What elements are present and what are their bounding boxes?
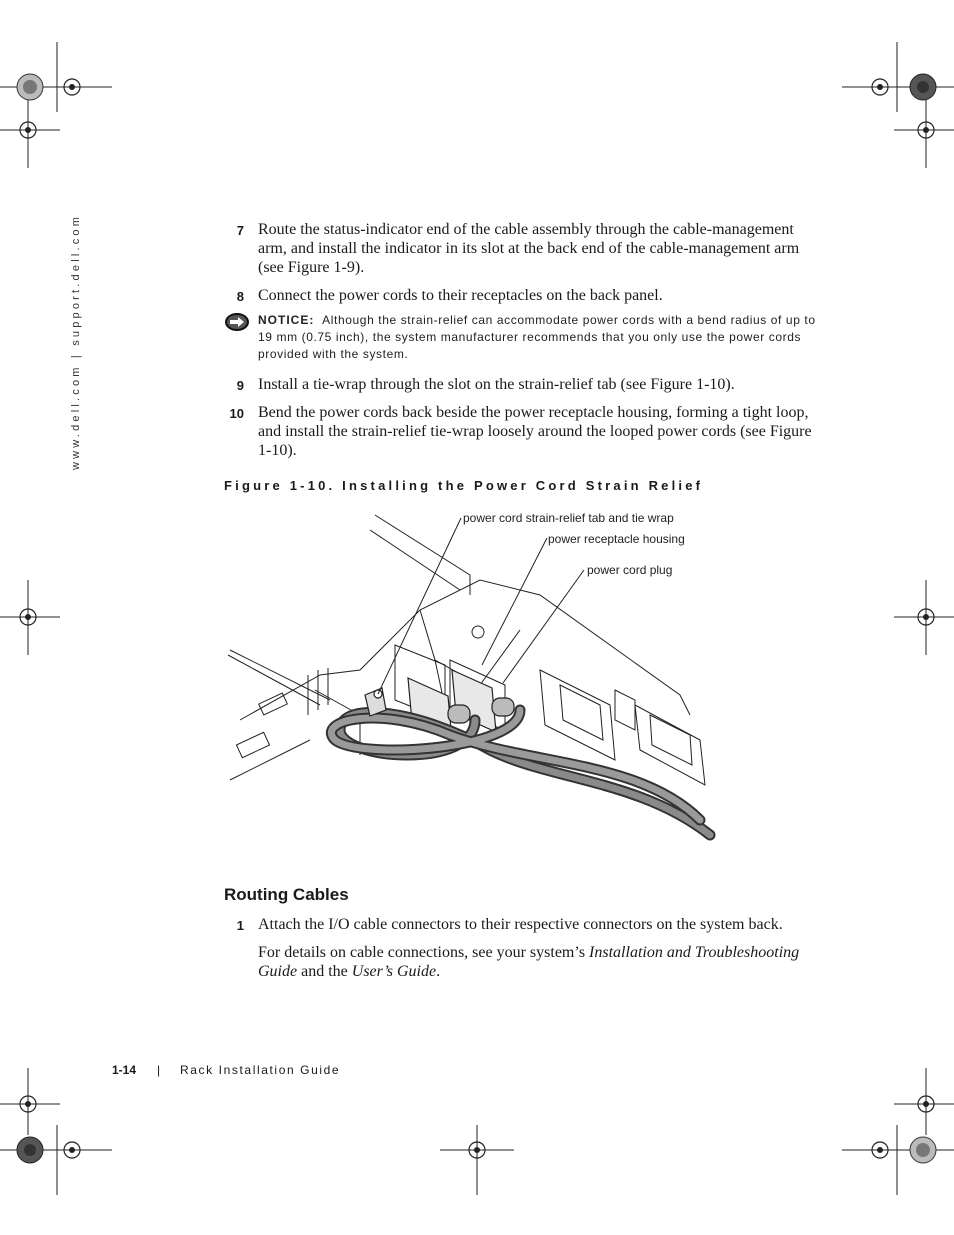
step-9 — [220, 375, 820, 394]
notice-box — [224, 312, 824, 363]
callout-power-cord-plug: power cord plug — [587, 563, 673, 577]
step-number: 7 — [236, 223, 244, 238]
step-number: 10 — [229, 406, 244, 421]
step-1 — [220, 915, 820, 934]
step-8 — [220, 286, 820, 305]
step-7 — [220, 220, 820, 277]
detail-users-guide-title: User’s Guide — [351, 963, 437, 980]
detail-text: For details on cable connections, see your system’s — [258, 944, 590, 961]
step-text: Bend the power cords back beside the power receptacle housing, forming a tight loop, and install the strain-relief tie-wrap loosely around the looped power cords (see Figure 1-10). — [258, 404, 812, 459]
step-text: Route the status-indicator end of the cable assembly through the cable-management arm, and install the indicator in its slot at the back end of the cable-management arm (see Figure 1-9). — [258, 221, 800, 276]
footer-title: Rack Installation Guide — [180, 1063, 341, 1077]
callout-receptacle-housing: power receptacle housing — [548, 532, 685, 546]
footer-separator: | — [157, 1063, 161, 1077]
strain-relief-illustration — [220, 500, 730, 850]
step-text: Install a tie-wrap through the slot on the strain-relief tab (see Figure 1-10). — [258, 376, 735, 393]
step-number: 9 — [236, 378, 244, 393]
notice-icon — [224, 312, 250, 332]
step-text: Connect the power cords to their receptacles on the back panel. — [258, 287, 663, 304]
page-number: 1-14 — [112, 1063, 137, 1077]
step-10 — [220, 403, 820, 460]
cable-details-paragraph — [258, 943, 818, 981]
notice-text: Although the strain-relief can accommodate power cords with a bend radius of up to 19 mm (0.75 inch), the system manufacturer recommends that you only use the power cords provided with the system. — [258, 313, 816, 361]
section-heading: Routing Cables — [224, 885, 349, 904]
step-number: 8 — [236, 289, 244, 304]
notice-label: NOTICE: — [258, 313, 315, 327]
strain-relief-figure — [220, 500, 730, 850]
side-url-text: www.dell.com | support.dell.com — [70, 213, 82, 470]
detail-guide-title: Installation and Troubleshooting Guide — [258, 944, 800, 980]
figure-caption: Figure 1-10. Installing the Power Cord Strain Relief — [224, 478, 704, 493]
detail-text: . — [436, 963, 441, 980]
step-text: Attach the I/O cable connectors to their respective connectors on the system back. — [258, 916, 783, 933]
detail-text: and the — [297, 963, 352, 980]
callout-strain-relief-tab: power cord strain-relief tab and tie wrap — [463, 511, 674, 525]
step-number: 1 — [236, 918, 244, 933]
